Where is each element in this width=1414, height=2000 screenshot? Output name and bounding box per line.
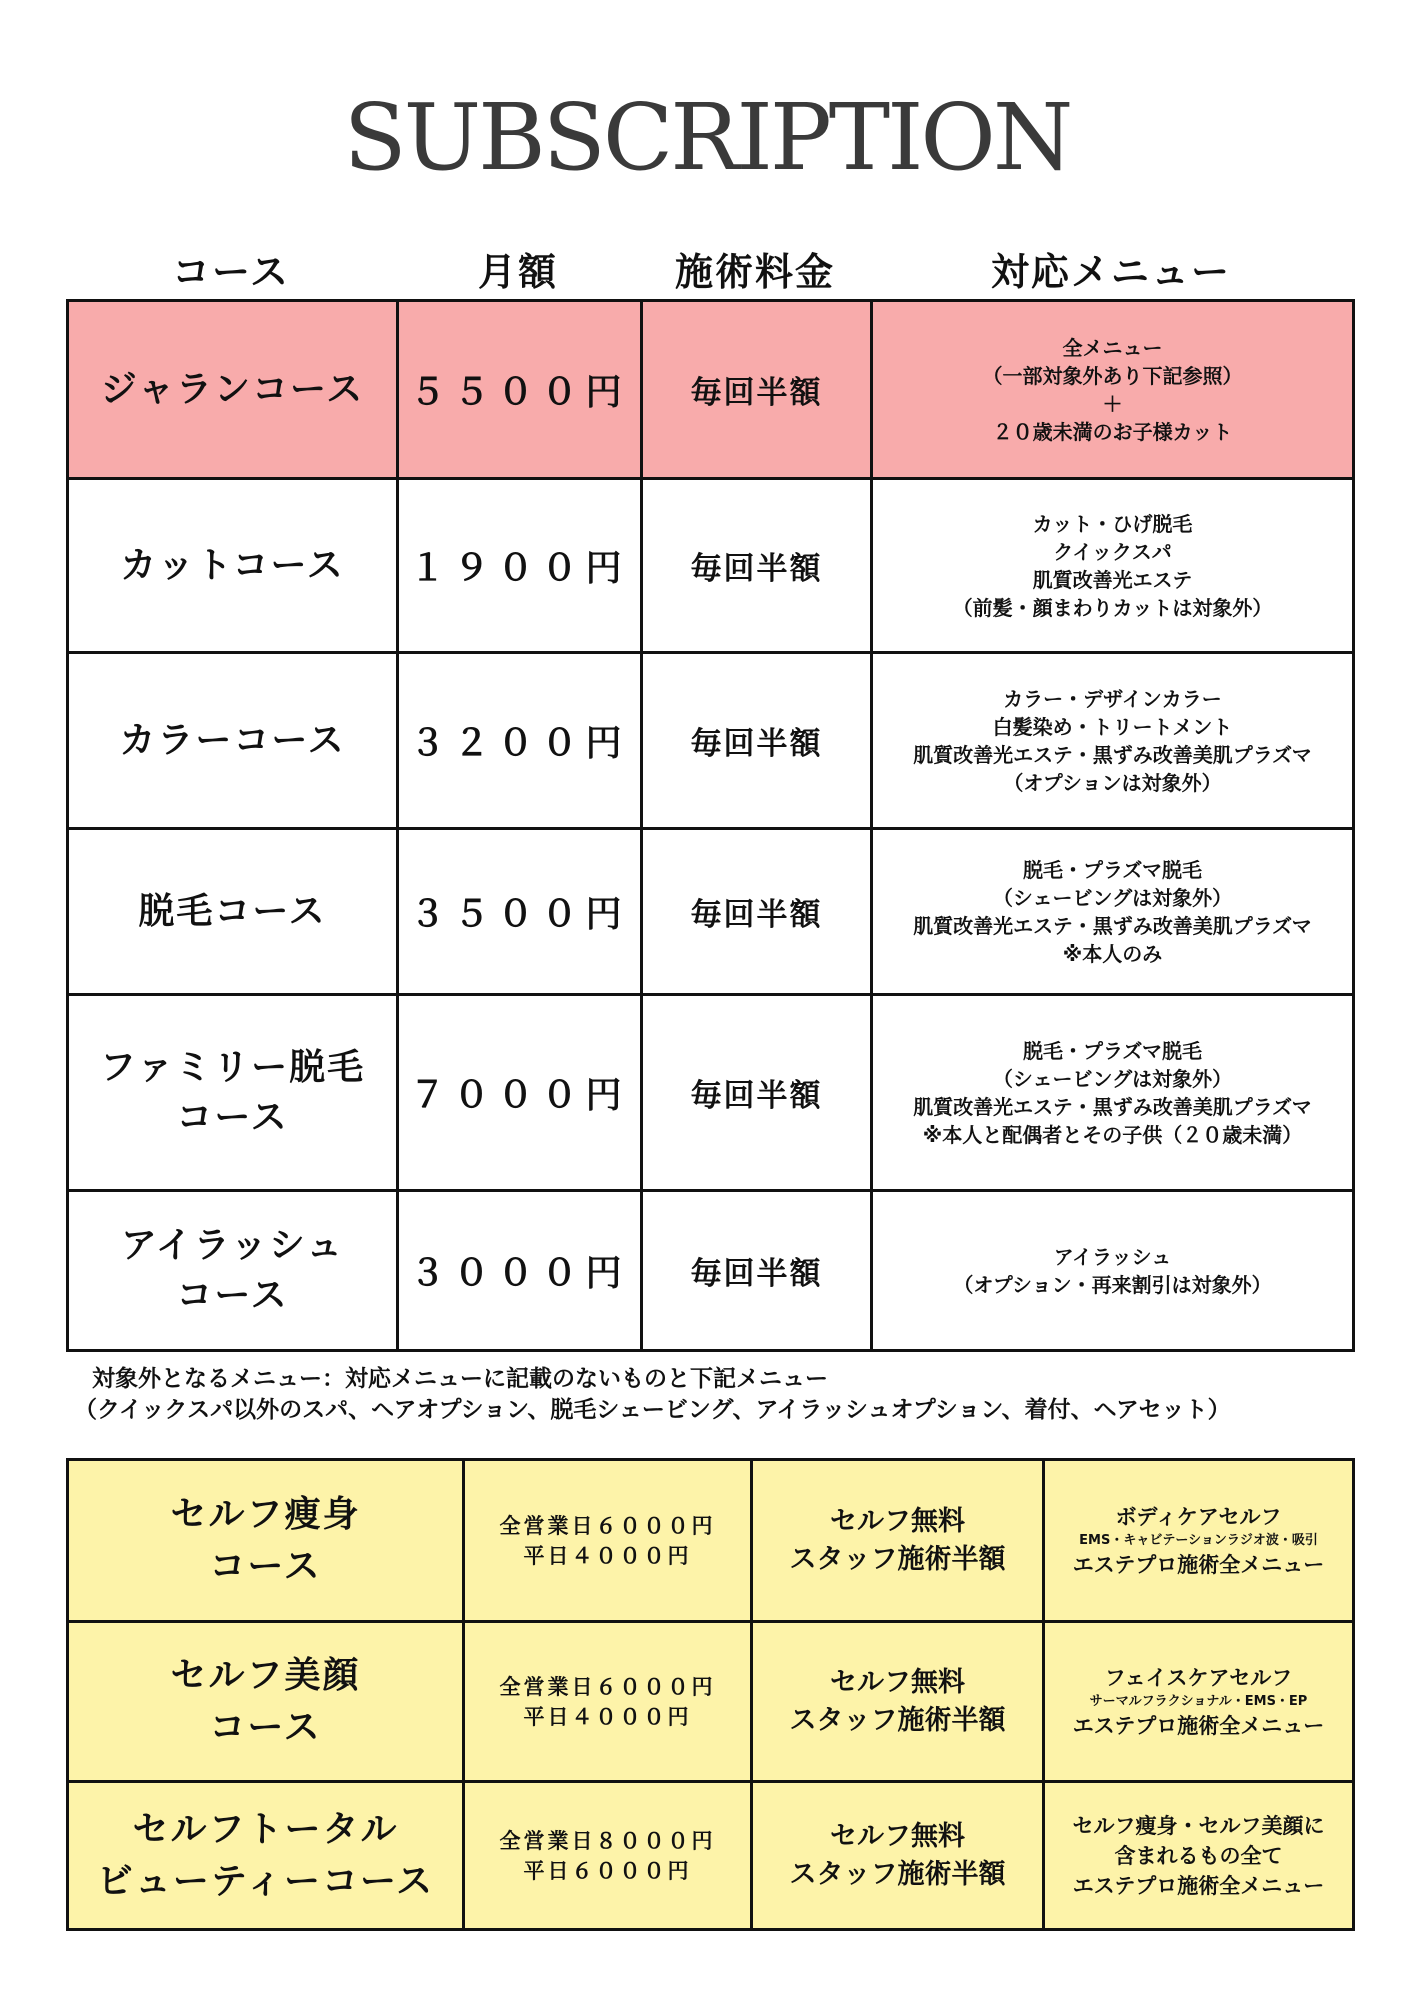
course-name-line: コース [176, 1096, 289, 1138]
course-name-line: カラーコース [119, 719, 346, 761]
course-menu [872, 829, 1354, 995]
table-row [68, 1191, 1354, 1351]
menu-line: カット・ひげ脱毛 [1032, 511, 1193, 536]
menu-line: 肌質改善光エステ・黒ずみ改善美肌プラズマ [913, 913, 1312, 938]
table-row [68, 301, 1354, 479]
fee-line: スタッフ施術半額 [789, 1704, 1006, 1736]
course-name [68, 479, 398, 653]
course-name [68, 829, 398, 995]
table-row [68, 479, 1354, 653]
self-course-name-line: ビューティーコース [96, 1860, 435, 1902]
menu-line: アイラッシュ [1053, 1244, 1172, 1269]
course-price: ５５００円 [398, 301, 642, 479]
fee-line: スタッフ施術半額 [789, 1543, 1006, 1575]
fee-line: スタッフ施術半額 [789, 1858, 1006, 1890]
menu-line: （シェービングは対象外） [992, 885, 1233, 910]
course-name-line: 脱毛コース [138, 890, 327, 932]
course-name [68, 995, 398, 1191]
menu-line: カラー・デザインカラー [1003, 686, 1222, 711]
course-fee: 毎回半額 [642, 995, 872, 1191]
menu-line: エステプロ施術全メニュー [1072, 1552, 1325, 1577]
menu-line: 含まれるもの全て [1114, 1843, 1283, 1868]
menu-line: 全メニュー [1062, 335, 1163, 360]
self-course-name [68, 1782, 464, 1930]
price-line: 全営業日８０００円 [499, 1828, 716, 1853]
course-name [68, 1191, 398, 1351]
self-course-name-line: セルフトータル [132, 1808, 399, 1850]
self-course-menu [1044, 1782, 1354, 1930]
page-title: SUBSCRIPTION [343, 84, 1071, 191]
menu-line: エステプロ施術全メニュー [1072, 1873, 1325, 1898]
fee-line: セルフ無料 [830, 1666, 965, 1698]
course-menu [872, 653, 1354, 829]
self-course-name-line: コース [209, 1706, 322, 1748]
course-name-line: ファミリー脱毛 [99, 1046, 366, 1088]
menu-line: ※本人と配偶者とその子供（２０歳未満） [922, 1122, 1303, 1147]
self-course-menu [1044, 1460, 1354, 1622]
menu-line: EMS・キャビテーションラジオ波・吸引 [1079, 1532, 1318, 1548]
self-course-name-line: セルフ美顔 [170, 1654, 361, 1696]
self-course-name-line: セルフ痩身 [170, 1493, 361, 1535]
table-row [68, 829, 1354, 995]
self-course-menu [1044, 1622, 1354, 1782]
self-course-name [68, 1622, 464, 1782]
course-price: １９００円 [398, 479, 642, 653]
menu-line: ※本人のみ [1062, 941, 1163, 966]
course-price: ７０００円 [398, 995, 642, 1191]
menu-line: 白髪染め・トリートメント [992, 714, 1233, 739]
menu-line: ＋ [1102, 391, 1123, 416]
price-line: 平日６０００円 [523, 1858, 692, 1883]
course-name-line: ジャランコース [100, 368, 365, 410]
course-fee: 毎回半額 [642, 1191, 872, 1351]
fee-line: セルフ無料 [830, 1820, 965, 1852]
menu-line: 肌質改善光エステ・黒ずみ改善美肌プラズマ [913, 1094, 1312, 1119]
course-name-line: カットコース [120, 544, 345, 586]
table-row [68, 1460, 1354, 1622]
self-course-name-line: コース [209, 1545, 322, 1587]
menu-line: 肌質改善光エステ [1032, 567, 1193, 592]
course-fee: 毎回半額 [642, 653, 872, 829]
course-menu [872, 1191, 1354, 1351]
menu-line: 脱毛・プラズマ脱毛 [1023, 857, 1202, 882]
course-menu [872, 301, 1354, 479]
course-name [68, 653, 398, 829]
table-row [68, 1622, 1354, 1782]
menu-line: （オプション・再来割引は対象外） [953, 1272, 1272, 1297]
self-course-fee [752, 1460, 1044, 1622]
menu-line: 肌質改善光エステ・黒ずみ改善美肌プラズマ [913, 742, 1312, 767]
self-course-price [464, 1460, 752, 1622]
table-row [68, 1782, 1354, 1930]
header-menu: 対応メニュー [990, 250, 1231, 294]
table-row [68, 653, 1354, 829]
menu-line: （シェービングは対象外） [992, 1066, 1233, 1091]
self-course-name [68, 1460, 464, 1622]
course-fee: 毎回半額 [642, 479, 872, 653]
header-monthly: 月額 [477, 250, 558, 294]
menu-line: クイックスパ [1053, 539, 1172, 564]
course-name [68, 301, 398, 479]
price-line: 平日４０００円 [523, 1704, 692, 1729]
menu-line: サーマルフラクショナル・EMS・EP [1089, 1693, 1308, 1709]
course-fee: 毎回半額 [642, 301, 872, 479]
self-course-table [66, 1458, 1355, 1931]
course-name-line: コース [176, 1274, 289, 1316]
menu-line: （前髪・顔まわりカットは対象外） [952, 595, 1273, 620]
menu-line: （一部対象外あり下記参照） [982, 363, 1243, 388]
fee-line: セルフ無料 [830, 1505, 965, 1537]
self-course-price [464, 1782, 752, 1930]
table-row [68, 995, 1354, 1191]
course-price: ３５００円 [398, 829, 642, 995]
self-course-fee [752, 1622, 1044, 1782]
exclusion-note-line1: 対象外となるメニュー：対応メニューに記載のないものと下記メニュー [92, 1366, 828, 1392]
course-price: ３２００円 [398, 653, 642, 829]
exclusion-note-line2: （クイックスパ以外のスパ、ヘアオプション、脱毛シェービング、アイラッシュオプション、着付、ヘアセット） [74, 1397, 1231, 1423]
menu-line: エステプロ施術全メニュー [1072, 1713, 1325, 1738]
self-course-fee [752, 1782, 1044, 1930]
subscription-table [66, 299, 1355, 1352]
menu-line: （オプションは対象外） [1003, 770, 1222, 795]
menu-line: フェイスケアセルフ [1104, 1665, 1293, 1690]
course-menu [872, 995, 1354, 1191]
self-course-price [464, 1622, 752, 1782]
course-menu [872, 479, 1354, 653]
course-price: ３０００円 [398, 1191, 642, 1351]
price-line: 全営業日６０００円 [499, 1513, 716, 1538]
course-name-line: アイラッシュ [120, 1224, 345, 1266]
price-line: 全営業日６０００円 [499, 1674, 716, 1699]
menu-line: セルフ痩身・セルフ美顔に [1072, 1813, 1325, 1838]
header-course: コース [171, 250, 291, 294]
menu-line: ２０歳未満のお子様カット [992, 419, 1233, 444]
price-line: 平日４０００円 [523, 1543, 692, 1568]
menu-line: ボディケアセルフ [1115, 1504, 1282, 1529]
course-fee: 毎回半額 [642, 829, 872, 995]
menu-line: 脱毛・プラズマ脱毛 [1023, 1038, 1202, 1063]
header-fee: 施術料金 [674, 250, 835, 294]
